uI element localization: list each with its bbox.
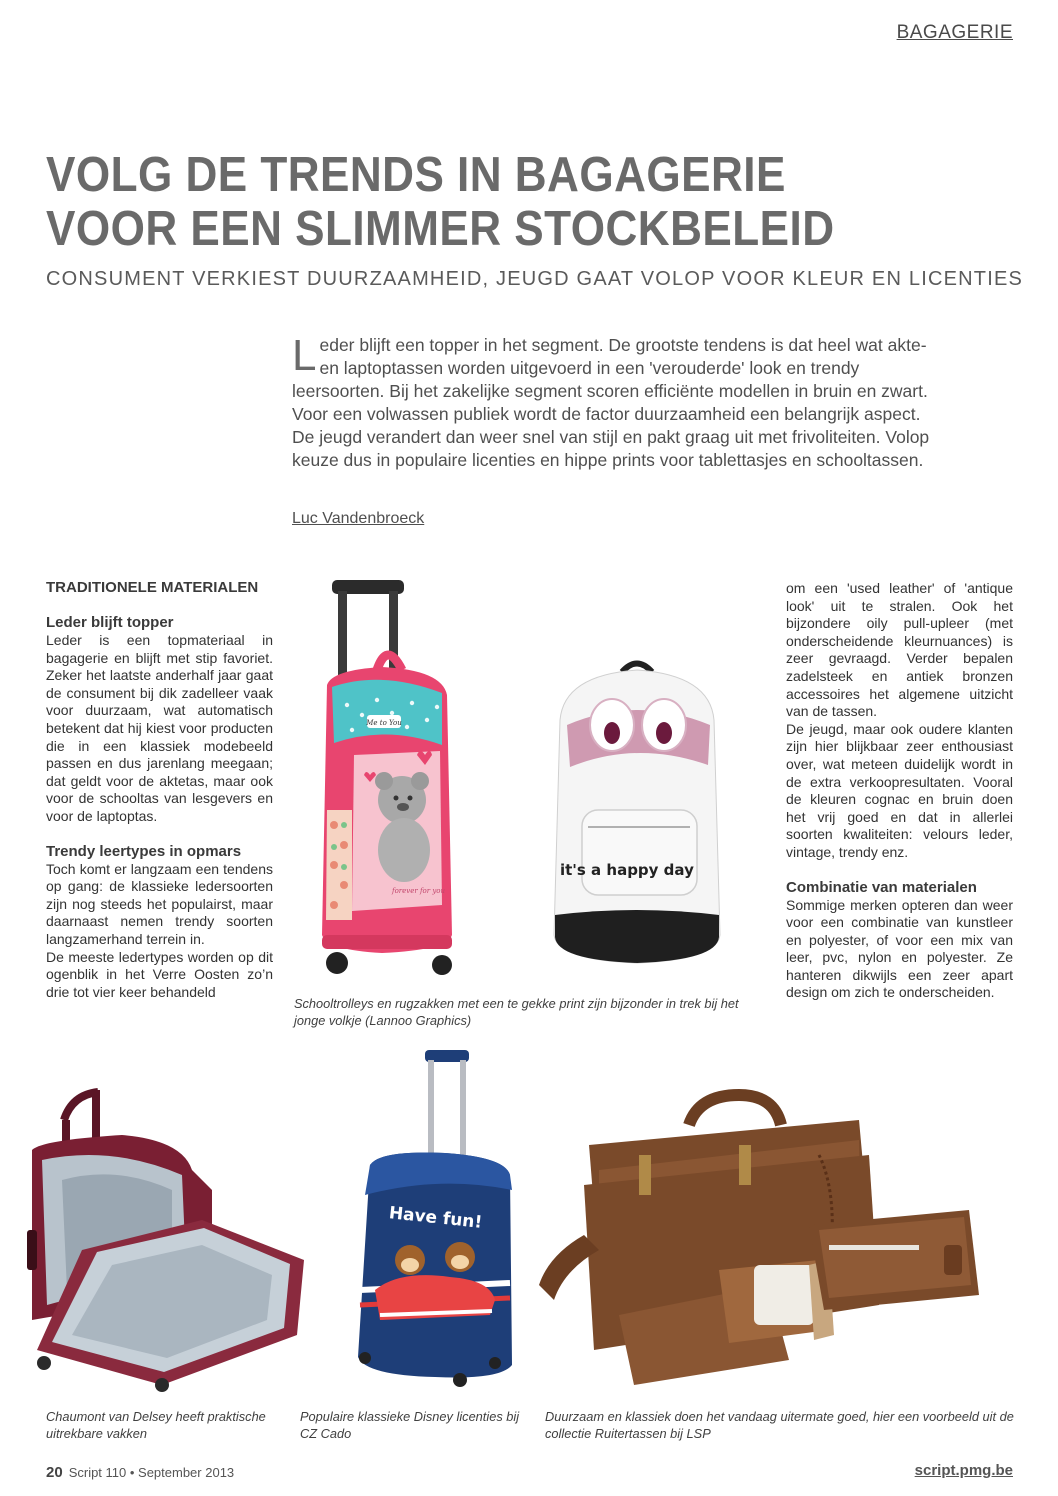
headline-line-1: VOLG DE TRENDS IN BAGAGERIE xyxy=(46,148,786,202)
paragraph: om een 'used leather' of 'antique look' uit te stralen. Ook het bijzondere oily pull-upleer (met onderscheidende kleurnuances) is zeer gevraagd. Verder bepalen zadelsteek en antiek bronzen accessoires het algemene uitzicht van de tassen. xyxy=(786,580,1013,720)
paragraph: De meeste ledertypes worden op dit ogenblik in het Verre Oosten zo’n drie tot vier keer behandeld xyxy=(46,948,273,1000)
right-column xyxy=(786,580,1013,1002)
subheading-leertypes: Trendy leertypes in opmars xyxy=(46,842,242,860)
paragraph: Sommige merken opteren dan weer voor een combinatie van kunstleer en polyester, of voor een mix van leer, pvc, nylon en polyester. Ze hanteren dikwijls een zeer apart design om zich te onderscheiden. xyxy=(786,896,1013,1001)
intro-text: eder blijft een topper in het segment. De grootste tendens is dat heel wat akte- en laptoptassen worden uitgevoerd in een 'verouderde' look en trendy leersoorten. Bij het zakelijke segment scoren efficiënte modellen in bruin en zwart. Voor een volwassen publiek wordt de factor duurzaamheid een belangrijk aspect. De jeugd verandert dan weer snel van stijl en pakt graag uit met frivoliteiten. Volop keuze dus in populaire licenties en hippe prints voor tablettasjes en schooltassen. xyxy=(292,335,930,470)
section-tag[interactable]: BAGAGERIE xyxy=(896,22,1013,43)
paragraph: Leder is een topmateriaal in bagagerie en blijft met stip favoriet. Zeker het laatste anderhalf jaar gaat de consument bij dik zadelleer vaak voor duurzaam, wat automatisch betekent dat hij kiest voor producten die in een klassiek modebeeld passen en dus jarenlang meegaan; dat geldt voor de aktetas, maar ook voor de schooltas van lesgevers en voor de laptoptas. xyxy=(46,632,273,824)
trolley-script: forever for you xyxy=(392,887,446,895)
caption-delsey: Chaumont van Delsey heeft praktische uitrekbare vakken xyxy=(46,1409,266,1441)
section-heading: TRADITIONELE MATERIALEN xyxy=(46,579,259,596)
caption-leather: Duurzaam en klassiek doen het vandaag uitermate goed, hier een voorbeeld uit de collectie Ruitertassen bij LSP xyxy=(545,1409,1014,1441)
subheading-combinatie: Combinatie van materialen xyxy=(786,878,977,896)
trolley-label: Me to You xyxy=(366,719,402,727)
paragraph: Toch komt er langzaam een tendens op gang: de klassieke ledersoorten zijn nog steeds het populairst, maar daarnaast nemen trendy soorten langzamerhand terrein in. xyxy=(46,860,273,947)
disney-suitcase-photo xyxy=(340,1045,520,1400)
page-number: 20 xyxy=(46,1464,63,1481)
kids-suitcase-image xyxy=(340,1045,520,1400)
issue-info: Script 110 • September 2013 xyxy=(68,1465,235,1480)
drop-cap: L xyxy=(292,331,317,380)
article-headline xyxy=(46,148,910,256)
kids-case-text: Have fun! xyxy=(387,1203,484,1233)
article-subtitle: CONSUMENT VERKIEST DUURZAAMHEID, JEUGD GAAT VOLOP VOOR KLEUR EN LICENTIES xyxy=(46,268,1024,290)
delsey-suitcase-photo xyxy=(22,1080,307,1395)
caption-disney: Populaire klassieke Disney licenties bij CZ Cado xyxy=(300,1409,520,1441)
page-folio xyxy=(46,1464,234,1481)
article-intro xyxy=(292,331,932,472)
leather-bag-photo xyxy=(539,1085,1014,1400)
backpack-text: it's a happy day xyxy=(560,861,694,879)
school-bags-photo xyxy=(292,575,762,985)
caption-school-bags: Schooltrolleys en rugzakken met een te gekke print zijn bijzonder in trek bij het jonge volkje (Lannoo Graphics) xyxy=(294,996,739,1028)
school-trolley-image xyxy=(292,575,762,985)
suitcase-image xyxy=(22,1080,307,1395)
author-link[interactable]: Luc Vandenbroeck xyxy=(292,510,425,527)
left-column xyxy=(46,578,273,1001)
leather-bag-image xyxy=(539,1085,1014,1400)
subheading-leder: Leder blijft topper xyxy=(46,614,174,631)
site-link[interactable]: script.pmg.be xyxy=(914,1462,1013,1479)
headline-line-2: VOOR EEN SLIMMER STOCKBELEID xyxy=(46,202,835,256)
paragraph: De jeugd, maar ook oudere klanten zijn hier blijkbaar zeer enthousiast over, wat meteen duidelijk wordt in de extra verkoopresultaten. Vooral de kleuren cognac en bruin doen het vrij goed en dat in allerlei soorten kwaliteiten: velours leder, vintage, trendy enz. xyxy=(786,720,1013,860)
